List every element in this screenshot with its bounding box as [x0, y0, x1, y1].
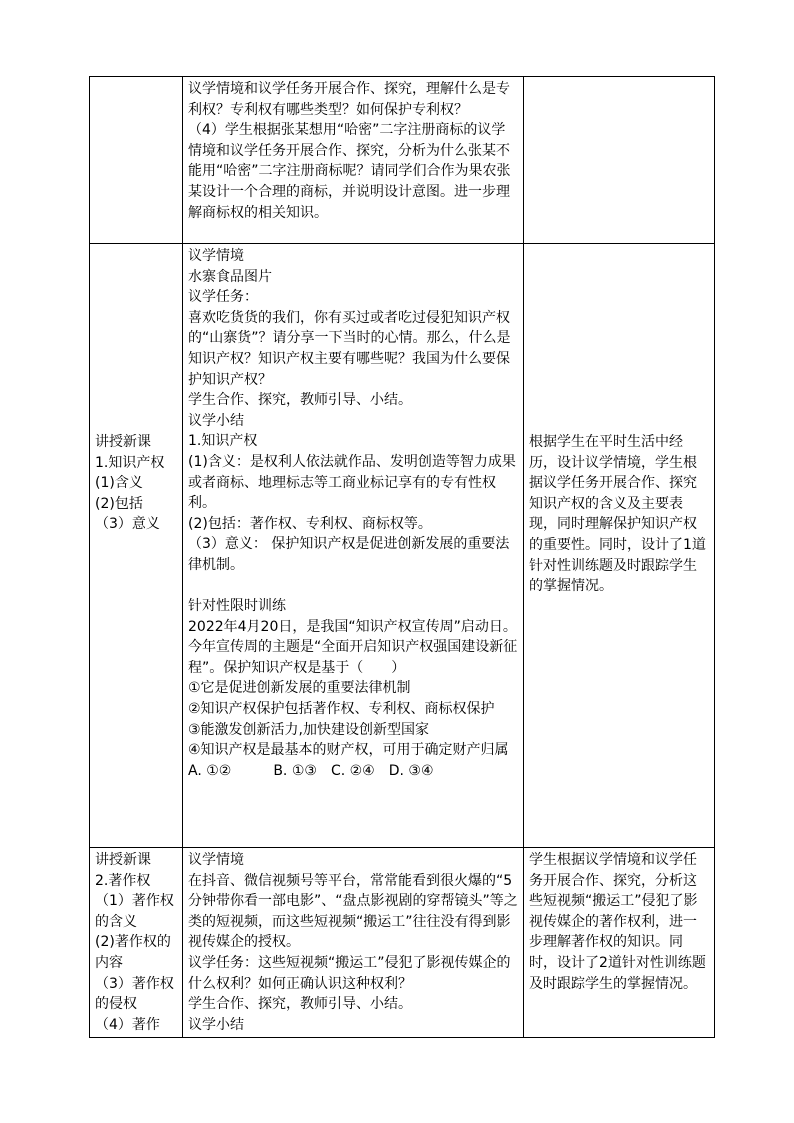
section-label: 1.知识产权 [95, 454, 165, 471]
cell-row2-col1 [90, 244, 183, 848]
table-row [90, 244, 715, 848]
section-label: 讲授新课 [95, 852, 151, 868]
option: ④知识产权是最基本的财产权，可用于确定财产归属 [188, 742, 509, 759]
section-label: (1)含义 [95, 475, 143, 492]
table-row [90, 77, 715, 244]
question: 2022年4月20日，是我国“知识产权宣传周”启动日。今年宣传周的主题是“全面开启知识产权强国建设新征程”。保护知识产权是基于（ ） [188, 618, 518, 676]
design-intent: 学生根据议学情境和议学任务开展合作、探究，分析这些短视频“搬运工”侵犯了影视传媒企的著作权利，进一步理解著作权的知识。同时，设计了2道针对性训练题及时跟踪学生的掌握情况。 [529, 852, 706, 992]
section-label: 讲授新课 [95, 434, 151, 450]
paragraph: （4）学生根据张某想用“哈密”二字注册商标的议学情境和议学任务开展合作、探究，分析为什么张某不能用“哈密”二字注册商标呢？请同学们合作为果农张某设计一个合理的商标，并说明设计意图。进一步理解商标权的相关知识。 [188, 122, 511, 221]
heading: 针对性限时训练 [188, 598, 286, 615]
section-label: （1）著作权的含义 [95, 893, 174, 930]
section-label: 2.著作权 [95, 872, 151, 889]
paragraph: （3）意义： 保护知识产权是促进创新发展的重要法律机制。 [188, 536, 510, 573]
table-row [90, 848, 715, 1038]
cell-row3-col3 [524, 848, 715, 1038]
paragraph: 议学情境和议学任务开展合作、探究，理解什么是专利权？专利权有哪些类型？如何保护专利权？ [188, 81, 510, 118]
section-label: (2)包括 [95, 495, 143, 512]
paragraph: 议学任务：这些短视频“搬运工”侵犯了影视传媒企的什么权利？如何正确认识这种权利？ [188, 954, 511, 992]
design-intent: 根据学生在平时生活中经历，设计议学情境，学生根据议学任务开展合作、探究知识产权的含义及主要表现，同时理解保护知识产权的重要性。同时，设计了1道针对性训练题及时跟踪学生的掌握情况。 [529, 434, 706, 595]
heading: 议学小结 [188, 412, 244, 429]
cell-row3-col2 [183, 848, 524, 1038]
blank-line [188, 576, 518, 597]
section-label: （4）著作 [95, 1016, 160, 1033]
paragraph: 水寨食品图片 [188, 268, 272, 285]
cell-row2-col2 [183, 244, 524, 848]
lesson-plan-table [89, 76, 715, 1038]
cell-row1-col1 [90, 77, 183, 244]
cell-row2-col3 [524, 244, 715, 848]
cell-row1-col2 [183, 77, 524, 244]
paragraph: 在抖音、微信视频号等平台，常常能看到很火爆的“5分钟带你看一部电影”、“盘点影视剧的穿帮镜头”等之类的短视频，而这些短视频“搬运工”往往没有得到影视传媒企的授权。 [188, 872, 518, 951]
paragraph: 学生合作、探究，教师引导、小结。 [188, 392, 412, 409]
heading: 议学小结 [188, 1016, 244, 1033]
section-label: （3）意义 [95, 516, 160, 533]
heading: 议学情境 [188, 852, 244, 868]
paragraph: 喜欢吃货货的我们，你有买过或者吃过侵犯知识产权的“山寨货”？请分享一下当时的心情。那么，什么是知识产权？知识产权主要有哪些呢？我国为什么要保护知识产权？ [188, 309, 511, 388]
paragraph: (2)包括：著作权、专利权、商标权等。 [188, 515, 432, 532]
heading: 议学任务： [188, 289, 258, 306]
heading: 议学情境 [188, 248, 244, 264]
section-label: (2)著作权的内容 [95, 934, 171, 971]
option: ①它是促进创新发展的重要法律机制 [188, 680, 411, 697]
paragraph: (1)含义：是权利人依法就作品、发明创造等智力成果或者商标、地理标志等工商业标记享有的专有性权利。 [188, 453, 516, 512]
paragraph: 学生合作、探究，教师引导、小结。 [188, 996, 412, 1013]
answer-choices: A. ①② B. ①③ C. ②④ D. ③④ [188, 762, 434, 779]
option: ③能激发创新活力,加快建设创新型国家 [188, 721, 429, 738]
paragraph: 1.知识产权 [188, 433, 258, 450]
option: ②知识产权保护包括著作权、专利权、商标权保护 [188, 701, 495, 718]
section-label: （3）著作权的侵权 [95, 975, 174, 1013]
cell-row1-col3 [524, 77, 715, 244]
cell-row3-col1 [90, 848, 183, 1038]
